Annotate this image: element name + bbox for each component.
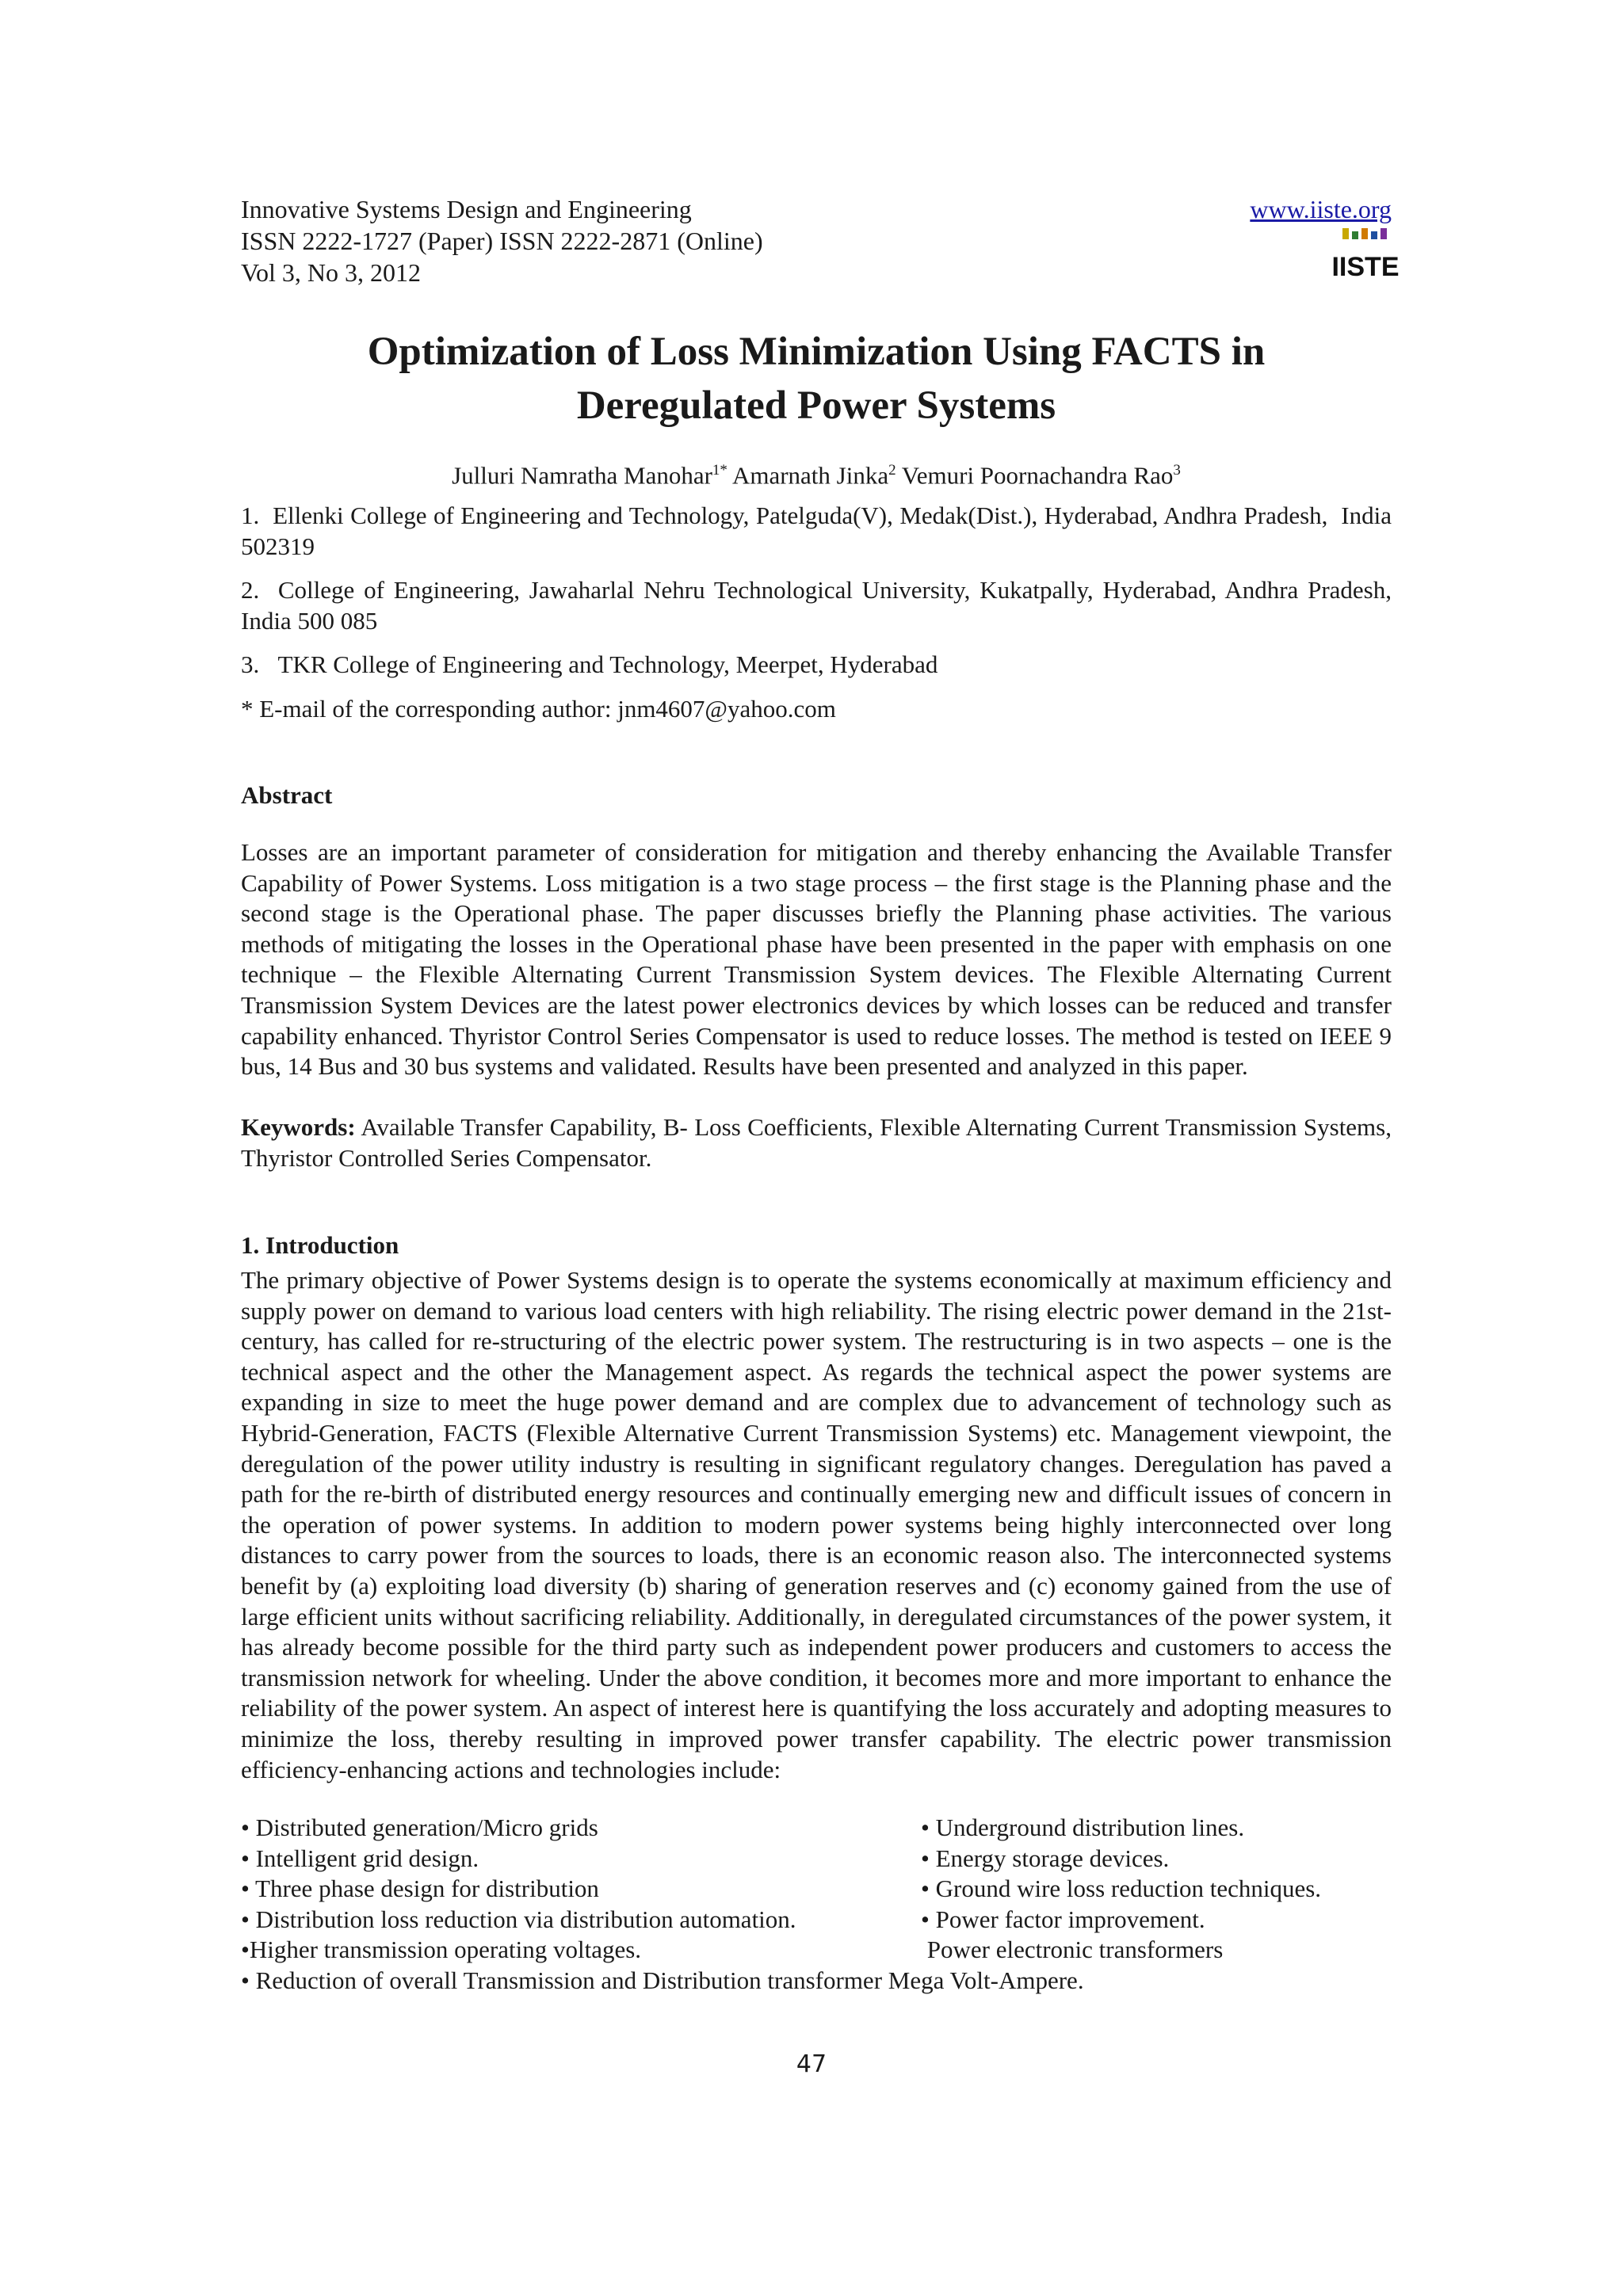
- bullet-right-5: Power electronic transformers: [921, 1936, 1224, 1964]
- author-3: Vemuri Poornachandra Rao: [896, 461, 1174, 490]
- bullet-right-3: • Ground wire loss reduction techniques.: [921, 1875, 1322, 1903]
- author-list: [241, 455, 1392, 491]
- journal-issn: ISSN 2222-1727 (Paper) ISSN 2222-2871 (Online): [241, 227, 763, 255]
- bullet-right-4: • Power factor improvement.: [921, 1905, 1205, 1933]
- technology-bullet-list: [241, 1813, 1392, 1997]
- author-2-mark: 2: [888, 462, 896, 479]
- keywords-label: Keywords:: [241, 1113, 356, 1141]
- paper-title-line-2: Deregulated Power Systems: [576, 383, 1056, 428]
- corresponding-email: * E-mail of the corresponding author: jnm4607@yahoo.com: [241, 695, 836, 723]
- author-3-mark: 3: [1173, 462, 1181, 479]
- journal-header: [241, 193, 1400, 288]
- list-item: [241, 1905, 1392, 1936]
- bullet-left-5: •Higher transmission operating voltages.: [241, 1936, 642, 1964]
- bullet-left-4: • Distribution loss reduction via distribution automation.: [241, 1905, 796, 1933]
- abstract-heading: Abstract: [241, 781, 333, 809]
- bullet-last: • Reduction of overall Transmission and Distribution transformer Mega Volt-Ampere.: [241, 1966, 1084, 1994]
- bullet-right-2: • Energy storage devices.: [921, 1844, 1170, 1872]
- journal-info: [241, 193, 1392, 288]
- keywords-paragraph: [241, 1112, 1392, 1173]
- introduction-heading: 1. Introduction: [241, 1231, 399, 1259]
- author-1-mark: 1*: [712, 462, 727, 479]
- author-1: Julluri Namratha Manohar: [452, 461, 712, 490]
- list-item: [241, 1844, 1392, 1875]
- list-item: [241, 1966, 1392, 1997]
- list-item: [241, 1935, 1392, 1966]
- affiliation-3: 3. TKR College of Engineering and Technology, Meerpet, Hyderabad: [241, 650, 938, 678]
- introduction-text: The primary objective of Power Systems design is to operate the systems economically at maximum efficiency and supply power on demand to various load centers with high reliability. The rising electric power demand in the 21st- century, has called for re-structuring of the electric power system. The restructuring is in two aspects – one is the technical aspect and the other the Management aspect. As regards the technical aspect the power systems are expanding in size to meet the huge power demand and are complex due to advancement of technology such as Hybrid-Generation, FACTS (Flexible Alternative Current Transmission Systems) etc. Management viewpoint, the deregulation of the power utility industry is resulting in significant regulatory changes. Deregulation has paved a path for the re-birth of distributed energy resources and continually emerging new and difficult issues of concern in the operation of power systems. In addition to modern power systems being highly interconnected over long distances to carry power from the sources to loads, there is an economic reason also. The interconnected systems benefit by (a) exploiting load diversity (b) sharing of generation reserves and (c) economy gained from the use of large efficient units without sacrificing reliability. Additionally, in deregulated circumstances of the power system, it has already become possible for the third party such as independent power producers and customers to access the transmission network for wheeling. Under the above condition, it becomes more and more important to enhance the reliability of the power system. An aspect of interest here is quantifying the loss accurately and adopting measures to minimize the loss, thereby resulting in improved power transfer capability. The electric power transmission efficiency-enhancing actions and technologies include:: [241, 1266, 1392, 1783]
- bullet-left-1: • Distributed generation/Micro grids: [241, 1814, 598, 1841]
- list-item: [241, 1874, 1392, 1905]
- paper-title-line-1: Optimization of Loss Minimization Using FACTS in: [367, 330, 1266, 374]
- journal-name: Innovative Systems Design and Engineering: [241, 195, 692, 223]
- paper-title: [241, 325, 1392, 433]
- journal-volume: Vol 3, No 3, 2012: [241, 258, 421, 287]
- abstract-text: Losses are an important parameter of consideration for mitigation and thereby enhancing the Available Transfer Capability of Power Systems. Loss mitigation is a two stage process – the first stage is the Planning phase and the second stage is the Operational phase. The paper discusses briefly the Planning phase activities. The various methods of mitigating the losses in the Operational phase have been presented in the paper with emphasis on one technique – the Flexible Alternating Current Transmission System devices. The Flexible Alternating Current Transmission System Devices are the latest power electronics devices by which losses can be reduced and transfer capability enhanced. Thyristor Control Series Compensator is used to reduce losses. The method is tested on IEEE 9 bus, 14 Bus and 30 bus systems and validated. Results have been presented and analyzed in this paper.: [241, 838, 1392, 1081]
- keywords-text: Available Transfer Capability, B- Loss Coefficients, Flexible Alternating Current Transmission Systems, Thyristor Controlled Series Compensator.: [241, 1113, 1392, 1172]
- author-2: Amarnath Jinka: [727, 461, 889, 490]
- svg-text:IISTE: IISTE: [1331, 252, 1400, 282]
- bullet-right-1: • Underground distribution lines.: [921, 1814, 1245, 1841]
- page-number: 47: [796, 2050, 827, 2078]
- affiliation-2: 2. College of Engineering, Jawaharlal Nehru Technological University, Kukatpally, Hyderabad, Andhra Pradesh, India 500 085: [241, 576, 1392, 635]
- iiste-logo-icon: [1331, 227, 1400, 282]
- journal-url-link[interactable]: www.iiste.org: [1250, 195, 1392, 223]
- affiliation-1: 1. Ellenki College of Engineering and Technology, Patelguda(V), Medak(Dist.), Hyderabad, Andhra Pradesh, India 502319: [241, 502, 1392, 560]
- bullet-left-2: • Intelligent grid design.: [241, 1844, 479, 1872]
- list-item: [241, 1813, 1392, 1844]
- bullet-left-3: • Three phase design for distribution: [241, 1875, 599, 1903]
